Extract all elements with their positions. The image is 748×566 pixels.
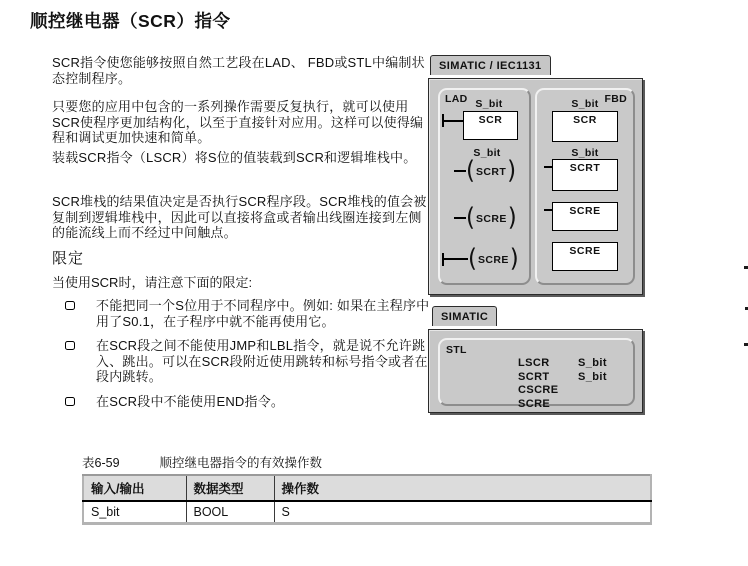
scan-artifact — [744, 266, 748, 269]
coil-paren-icon: ) — [507, 156, 517, 186]
valid-operands-table — [82, 474, 652, 525]
restrictions-intro: 当使用SCR时，请注意下面的限定: — [52, 275, 253, 290]
page-title: 顺控继电器（SCR）指令 — [30, 11, 231, 31]
restriction-item — [65, 338, 437, 385]
table-header-row — [83, 475, 651, 501]
fbd-sbit-label: S_bit — [571, 98, 599, 110]
restrictions-heading: 限定 — [52, 250, 85, 267]
coil-paren-icon: ) — [509, 244, 519, 274]
stl-panel — [438, 338, 635, 410]
square-bullet-icon — [65, 301, 75, 310]
instruction-box-stl — [428, 329, 643, 413]
scan-artifact — [744, 343, 748, 346]
fbd-scr-box: SCR — [552, 111, 618, 142]
wire-icon — [544, 209, 552, 211]
header-data-type: 数据类型 — [186, 475, 274, 501]
lad-sbit-label: S_bit — [475, 98, 503, 110]
wire-icon — [454, 217, 466, 219]
lad-scre-coil: ( SCRE ) — [454, 205, 517, 231]
wire-icon — [544, 166, 552, 168]
header-input-output: 输入/输出 — [83, 475, 186, 501]
paragraph-scr-stack: SCR堆栈的结果值决定是否执行SCR程序段。SCR堆栈的值会被复制到逻辑堆栈中，因此可以直接将盒或者输出线圈连接到左侧的能流线上而不经过中间触点。 — [52, 194, 427, 240]
table-number: 表6-59 — [82, 456, 120, 470]
fbd-scrt-box: SCRT — [552, 159, 618, 191]
cell-sbit: S_bit — [91, 505, 120, 519]
lad-panel — [438, 88, 531, 285]
paragraph-scr-intro: SCR指令使您能够按照自然工艺段在LAD、 FBD或STL中编制状态控制程序。 — [52, 55, 425, 86]
table-caption — [82, 453, 322, 471]
wire-icon — [454, 170, 466, 172]
cell-bool: BOOL — [186, 501, 274, 524]
fbd-panel — [535, 88, 635, 285]
cell-s: S — [274, 501, 651, 524]
tab-simatic: SIMATIC — [432, 306, 497, 326]
restriction-item — [65, 394, 437, 410]
tab-simatic-iec1131: SIMATIC / IEC1131 — [430, 55, 551, 75]
wire-icon — [443, 120, 463, 122]
restriction-item — [65, 298, 437, 329]
fbd-scre-box: SCRE — [552, 242, 618, 271]
wire-icon — [443, 258, 468, 260]
header-operand: 操作数 — [274, 475, 651, 501]
coil-paren-icon: ( — [466, 203, 475, 233]
coil-paren-icon: ( — [466, 156, 475, 186]
lad-scre-coil: ( SCRE ) — [443, 246, 519, 272]
coil-paren-icon: ( — [468, 244, 477, 274]
lad-sbit-label: S_bit — [473, 147, 501, 159]
fbd-label: FBD — [604, 93, 627, 105]
table-title: 顺控继电器指令的有效操作数 — [159, 456, 323, 470]
lad-label: LAD — [445, 93, 468, 105]
fbd-scre-box: SCRE — [552, 202, 618, 231]
square-bullet-icon — [65, 341, 75, 350]
paragraph-scr-structure: 只要您的应用中包含的一系列操作需要反复执行，就可以使用SCR使程序更加结构化，以至于直接针对应用。这样可以使得编程和调试更加快速和简单。 — [52, 99, 424, 145]
square-bullet-icon — [65, 397, 75, 406]
restriction-text: 不能把同一个S位用于不同程序中。例如: 如果在主程序中用了S0.1，在子程序中就不能再使用它。 — [96, 298, 430, 329]
instruction-box-lad-fbd — [428, 78, 643, 295]
stl-line: LSCR S_bit — [518, 357, 607, 369]
lad-scr-box: SCR — [463, 111, 518, 140]
lad-scrt-coil: ( SCRT ) — [454, 158, 516, 184]
stl-code — [518, 357, 607, 411]
stl-line: CSCRE — [518, 384, 559, 396]
stl-label: STL — [446, 344, 467, 356]
table-row — [83, 501, 651, 524]
stl-line: SCRT S_bit — [518, 370, 607, 383]
fbd-sbit-label: S_bit — [571, 147, 599, 159]
stl-line: SCRE — [518, 397, 551, 410]
coil-paren-icon: ) — [507, 203, 517, 233]
restriction-text: 在SCR段中不能使用END指令。 — [96, 394, 285, 409]
paragraph-lscr: 装载SCR指令（LSCR）将S位的值装载到SCR和逻辑堆栈中。 — [52, 150, 417, 165]
restriction-text: 在SCR段之间不能使用JMP和LBL指令，就是说不允许跳入、跳出。可以在SCR段附近使用跳转和标号指令或者在段内跳转。 — [96, 338, 428, 384]
